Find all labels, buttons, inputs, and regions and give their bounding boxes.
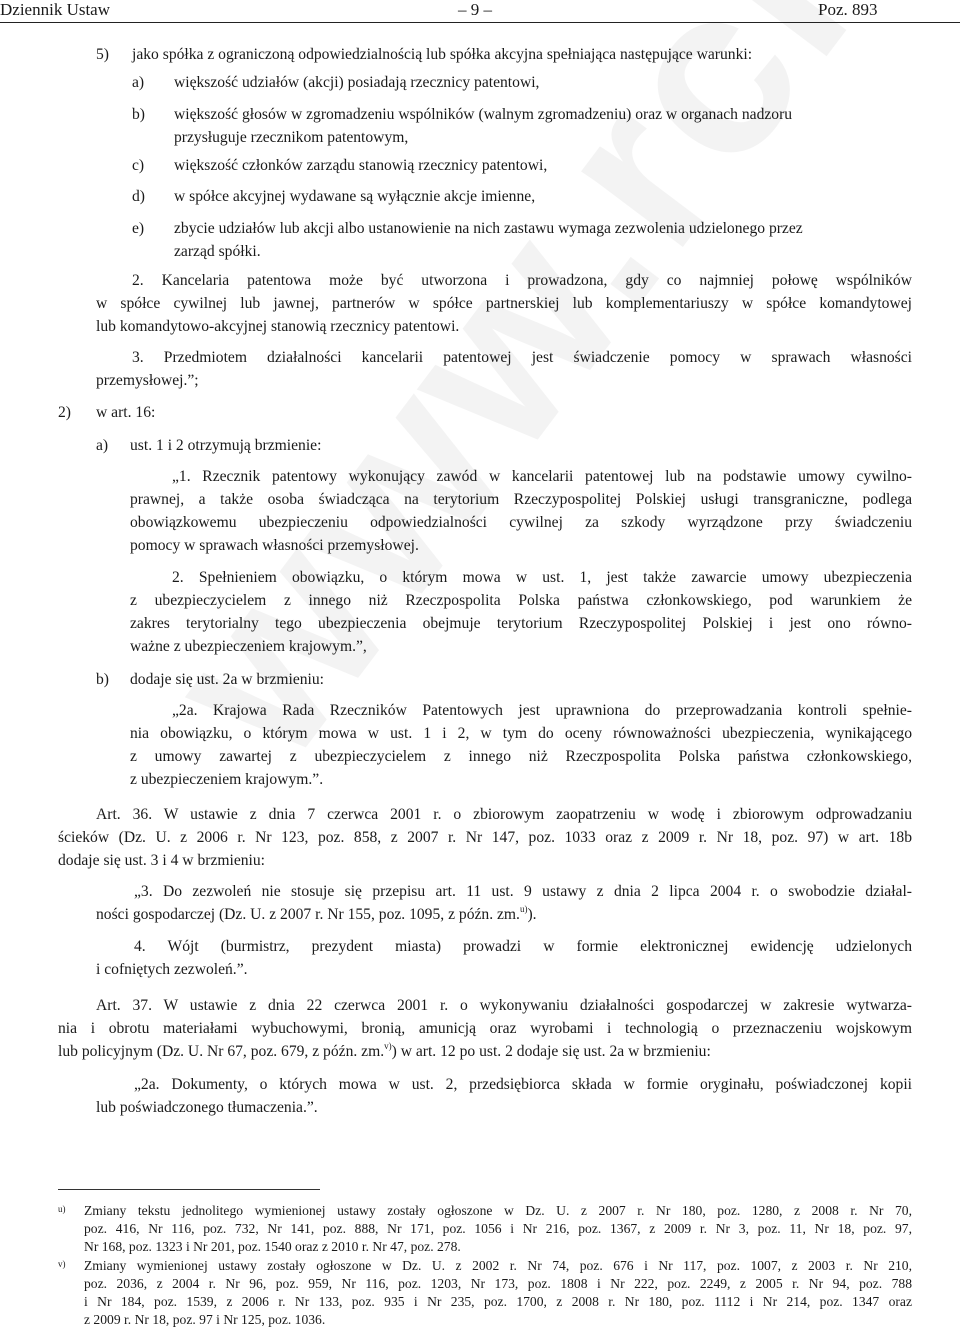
paragraph-line: zakres terytorialny tego ubezpieczenia obejmuje terytorium Rzeczypospolitej Polskiej i jest ono równo- [130,615,912,632]
paragraph-line: „2a. Krajowa Rada Rzeczników Patentowych jest uprawniona do przeprowadzania kontroli spełnie- [172,702,912,719]
list-letter: c) [132,157,145,174]
list-letter: d) [132,188,145,205]
footnote-mark: v) [58,1259,66,1269]
paragraph-line: w art. 16: [96,404,156,421]
paragraph-line: większość udziałów (akcji) posiadają rzecznicy patentowi, [174,74,540,91]
paragraph-line: większość głosów w zgromadzeniu wspólników (walnym zgromadzeniu) oraz w organach nadzoru [174,106,793,123]
footnote-mark: u) [58,1204,66,1214]
list-letter: a) [96,437,109,454]
paragraph-line [58,1042,711,1063]
header-rule [0,22,960,23]
footnote-line: z 2009 r. Nr 18, poz. 97 i Nr 125, poz. 1036. [84,1312,326,1327]
page-number: – 9 – [458,0,492,19]
paragraph-line: lub komandytowo-akcyjnej stanowią rzecznicy patentowi. [96,318,460,335]
paragraph-line: zarząd spółki. [174,243,261,260]
paragraph-line: większość członków zarządu stanowią rzecznicy patentowi, [174,157,548,174]
paragraph-line: „3. Do zezwoleń nie stosuje się przepisu art. 11 ust. 9 ustawy z dnia 2 lipca 2004 r. o swobodzie działal- [134,883,912,900]
paragraph-line: z ubezpieczeniem krajowym.”. [130,771,324,788]
paragraph-line: 2. Kancelaria patentowa może być utworzona i prowadzona, gdy co najmniej połowę wspólników [132,272,912,289]
journal-title: Dziennik Ustaw [0,0,111,19]
list-letter: a) [132,74,145,91]
paragraph-line: w spółce akcyjnej wydawane są wyłącznie akcje imienne, [174,188,536,205]
page-header [0,0,960,24]
list-number: 5) [96,46,109,63]
paragraph-line: 2. Spełnieniem obowiązku, o którym mowa w ust. 1, jest także zawarcie umowy ubezpieczenia [172,569,912,586]
paragraph-text: ). [527,906,537,923]
paragraph-line: ust. 1 i 2 otrzymują brzmienie: [130,437,322,454]
paragraph-line: w spółce cywilnej lub jawnej, partnerów w spółce partnerskiej lub komplementariuszy w spółce komandytowej [96,295,912,312]
footnote-line: Nr 168, poz. 1323 i Nr 201, poz. 1540 oraz z 2010 r. Nr 47, poz. 278. [84,1239,461,1254]
list-letter: e) [132,220,145,237]
footnote-line: i Nr 184, poz. 1539, z 2006 r. Nr 133, poz. 935 i Nr 235, poz. 1700, z 2008 r. Nr 180, poz. 1112 i Nr 214, poz. 1347 oraz [84,1294,912,1309]
footnote-line: Zmiany wymienionej ustawy zostały ogłoszone w Dz. U. z 2002 r. Nr 74, poz. 676 i Nr 117, poz. 1007, z 2003 r. Nr 210, [84,1258,912,1273]
paragraph-line: przysługuje rzecznikom patentowym, [174,129,409,146]
paragraph-line: ścieków (Dz. U. z 2006 r. Nr 123, poz. 858, z 2007 r. Nr 147, poz. 1033 oraz z 2009 r. Nr 18, poz. 97) w art. 18b [58,829,912,846]
paragraph-line: prawnej, a także osoba świadcząca na terytorium Rzeczypospolitej Polskiej usługi transgraniczne, podlega [130,491,912,508]
list-letter: b) [96,671,109,688]
paragraph-line: pomocy w sprawach własności przemysłowej. [130,537,419,554]
paragraph-line: 4. Wójt (burmistrz, prezydent miasta) prowadzi w formie elektronicznej ewidencję udzielonych [134,938,912,955]
paragraph-line: i cofniętych zezwoleń.”. [96,961,248,978]
paragraph-line: zbycie udziałów lub akcji albo ustanowienie na nich zastawu wymaga zezwolenia udzielonego przez [174,220,803,237]
paragraph-line: lub poświadczonego tłumaczenia.”. [96,1099,318,1116]
footnote-ref: u) [519,904,528,914]
list-number: 2) [58,404,71,421]
paragraph-line: dodaje się ust. 2a w brzmieniu: [130,671,325,688]
paragraph-line: z ubezpieczycielem z innego niż Rzeczpospolita Polska państwa członkowskiego, pod warunkiem że [130,592,912,609]
paragraph-line: jako spółka z ograniczoną odpowiedzialnością lub spółka akcyjna spełniająca następujące warunki: [132,46,753,63]
footnote-line: Zmiany tekstu jednolitego wymienionej ustawy zostały ogłoszone w Dz. U. z 2007 r. Nr 180, poz. 1280, z 2008 r. Nr 70, [84,1203,912,1218]
paragraph-line: Art. 36. W ustawie z dnia 7 czerwca 2001 r. o zbiorowym zaopatrzeniu w wodę i zbiorowym odprowadzaniu [96,806,912,823]
footnote-ref: v) [384,1041,392,1051]
paragraph-line: przemysłowej.”; [96,372,199,389]
footnote-line: poz. 416, Nr 116, poz. 732, Nr 141, poz. 888, Nr 171, poz. 1056 i Nr 216, poz. 1367, z 2009 r. Nr 3, poz. 11, Nr 18, poz. 97, [84,1221,912,1236]
paragraph-line: „2a. Dokumenty, o których mowa w ust. 2, przedsiębiorca składa w formie oryginału, poświadczonej kopii [134,1076,912,1093]
paragraph-text: ) w art. 12 po ust. 2 dodaje się ust. 2a w brzmieniu: [391,1043,711,1060]
paragraph-line: Art. 37. W ustawie z dnia 22 czerwca 2001 r. o wykonywaniu działalności gospodarczej w zakresie wytwarza- [96,997,912,1014]
paragraph-line: 3. Przedmiotem działalności kancelarii patentowej jest świadczenie pomocy w sprawach własności [132,349,912,366]
paragraph-line: dodaje się ust. 3 i 4 w brzmieniu: [58,852,266,869]
paragraph-line: „1. Rzecznik patentowy wykonujący zawód w kancelarii patentowej lub na podstawie umowy cywilno- [172,468,912,485]
position-number: Poz. 893 [818,0,878,19]
paragraph-line: z umowy zawartej z ubezpieczycielem z innego niż Rzeczpospolita Polska państwa członkowskiego, [130,748,912,765]
paragraph-line [96,905,537,926]
footnote-line: poz. 2036, z 2004 r. Nr 96, poz. 959, Nr 116, poz. 1203, Nr 173, poz. 1808 i Nr 222, poz. 2249, z 2005 r. Nr 94, poz. 788 [84,1276,912,1291]
paragraph-line: ważne z ubezpieczeniem krajowym.”, [130,638,367,655]
paragraph-line: nia i obrotu materiałami wybuchowymi, bronią, amunicją oraz wyrobami i technologią o przeznaczeniu wojskowym [58,1020,912,1037]
paragraph-text: lub policyjnym (Dz. U. Nr 67, poz. 679, z późn. zm. [58,1043,385,1060]
paragraph-line: obowiązkowemu ubezpieczeniu odpowiedzialności cywilnej za szkody wyrządzone przy świadczeniu [130,514,912,531]
paragraph-text: ności gospodarczej (Dz. U. z 2007 r. Nr 155, poz. 1095, z późn. zm. [96,906,520,923]
footnote-rule [58,1189,320,1190]
list-letter: b) [132,106,145,123]
paragraph-line: nia obowiązku, o którym mowa w ust. 1 i 2, w tym do oceny równoważności ubezpieczenia, wynikającego [130,725,912,742]
